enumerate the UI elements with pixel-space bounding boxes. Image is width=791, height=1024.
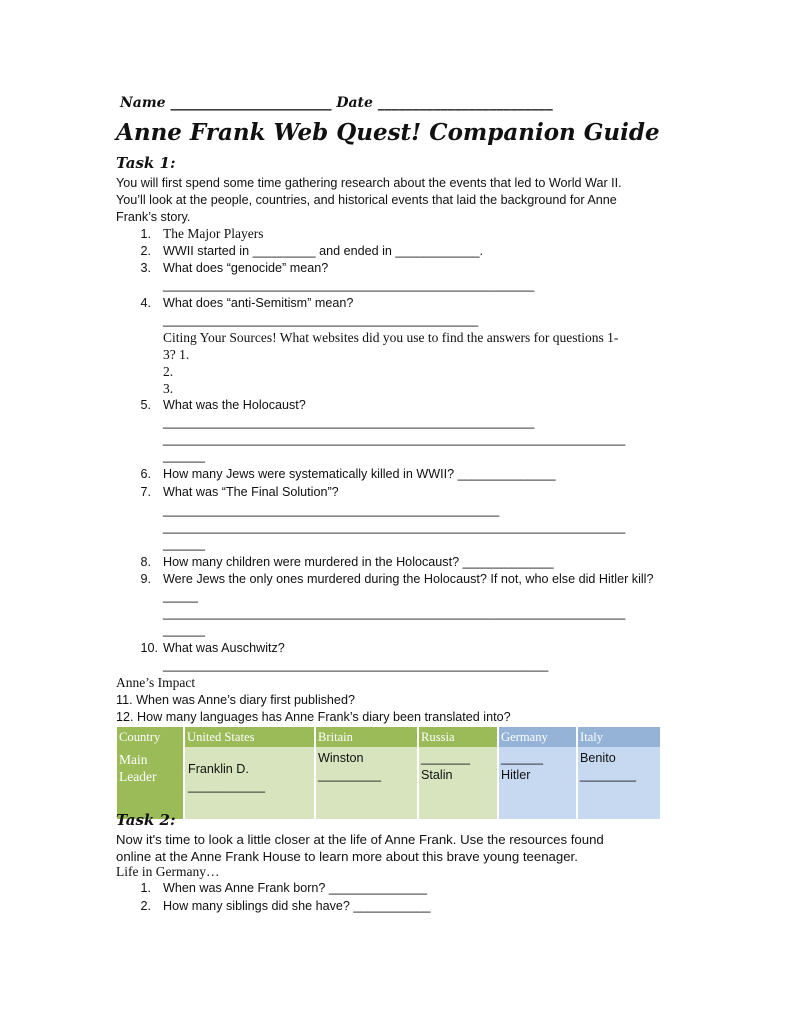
task2-subheading: Life in Germany…	[116, 864, 220, 879]
task1-intro-line-3: Frank’s story.	[116, 210, 191, 224]
q4-number: 4.	[140, 296, 151, 310]
cell-russia[interactable]	[417, 747, 497, 819]
us-leader-blank: ___________	[188, 779, 266, 793]
britain-leader-blank: _________	[318, 768, 382, 782]
q9-text: Were Jews the only ones murdered during the Holocaust? If not, who else did Hitler kill?	[163, 572, 654, 586]
task2-q2-text: How many siblings did she have? ___________	[163, 899, 431, 913]
page-title: Anne Frank Web Quest! Companion Guide	[116, 119, 660, 146]
q10-answer-line[interactable]: _______________________________________________________	[163, 658, 549, 672]
germany-leader-blank: ______	[501, 751, 544, 765]
q10-number: 10.	[140, 641, 158, 655]
task2-intro-line-1: Now it's time to look a little closer at the life of Anne Frank. Use the resources found	[116, 832, 604, 847]
q5-number: 5.	[140, 398, 151, 412]
task2-q2-number: 2.	[140, 899, 151, 913]
q5-answer-line-1[interactable]: _____________________________________________________	[163, 415, 535, 429]
italy-leader-blank: ________	[580, 768, 637, 782]
table-header-row	[117, 727, 660, 747]
q7-answer-line-3[interactable]: ______	[163, 537, 206, 551]
leaders-table	[117, 727, 660, 819]
citing-sources-line-1: Citing Your Sources! What websites did you use to find the answers for questions 1-	[163, 330, 619, 345]
task2-heading: Task 2:	[116, 811, 176, 829]
q7-number: 7.	[140, 485, 151, 499]
q3-number: 3.	[140, 261, 151, 275]
us-leader-text: Franklin D.	[188, 762, 249, 776]
task1-intro-line-2: You’ll look at the people, countries, and historical events that laid the background for Anne	[116, 193, 617, 207]
task1-intro-line-1: You will first spend some time gathering research about the events that led to World War II.	[116, 176, 622, 190]
q6-text: How many Jews were systematically killed in WWII? ______________	[163, 467, 556, 481]
q7-text: What was “The Final Solution”?	[163, 485, 339, 499]
q1-text: The Major Players	[163, 226, 264, 241]
italy-leader-text: Benito	[580, 751, 616, 765]
q3-answer-line[interactable]: _____________________________________________________	[163, 278, 535, 292]
q9-answer-line-3[interactable]: ______	[163, 623, 206, 637]
q5-text: What was the Holocaust?	[163, 398, 306, 412]
cell-united-states[interactable]	[183, 747, 314, 819]
header-britain: Britain	[314, 727, 417, 747]
q9-answer-line-1[interactable]: _____	[163, 589, 199, 603]
task2-intro-line-2: online at the Anne Frank House to learn more about this brave young teenager.	[116, 849, 578, 864]
header-united-states: United States	[183, 727, 314, 747]
citing-sources-3: 3.	[163, 381, 174, 396]
row-label-main-leader: Main Leader	[117, 747, 183, 819]
q8-number: 8.	[140, 555, 151, 569]
name-date-line: Name _______________________ Date _________________________	[120, 95, 553, 111]
q2-text: WWII started in _________ and ended in ____________.	[163, 244, 483, 258]
impact-heading: Anne’s Impact	[116, 675, 196, 690]
britain-leader-text: Winston	[318, 751, 364, 765]
cell-germany[interactable]	[497, 747, 576, 819]
citing-sources-2: 2.	[163, 364, 174, 379]
header-country: Country	[117, 727, 183, 747]
task1-heading: Task 1:	[116, 154, 176, 172]
q9-answer-line-2[interactable]: __________________________________________________________________	[163, 606, 626, 620]
russia-leader-blank: _______	[421, 751, 471, 765]
germany-leader-text: Hitler	[501, 768, 531, 782]
q6-number: 6.	[140, 467, 151, 481]
header-russia: Russia	[417, 727, 497, 747]
cell-britain[interactable]	[314, 747, 417, 819]
cell-italy[interactable]	[576, 747, 660, 819]
q7-answer-line-2[interactable]: __________________________________________________________________	[163, 520, 626, 534]
q1-number: 1.	[140, 227, 151, 241]
citing-sources-line-2: 3? 1.	[163, 347, 190, 362]
q3-text: What does “genocide” mean?	[163, 261, 329, 275]
q11-text: 11. When was Anne’s diary first published?	[116, 693, 355, 707]
table-row	[117, 747, 660, 819]
q5-answer-line-2[interactable]: __________________________________________________________________	[163, 432, 626, 446]
russia-leader-text: Stalin	[421, 768, 453, 782]
task2-q1-number: 1.	[140, 881, 151, 895]
header-italy: Italy	[576, 727, 660, 747]
q8-text: How many children were murdered in the Holocaust? _____________	[163, 555, 554, 569]
q10-text: What was Auschwitz?	[163, 641, 285, 655]
q7-answer-line-1[interactable]: ________________________________________________	[163, 503, 500, 517]
q4-answer-line[interactable]: _____________________________________________	[163, 313, 479, 327]
q2-number: 2.	[140, 244, 151, 258]
q9-number: 9.	[140, 572, 151, 586]
task2-q1-text: When was Anne Frank born? ______________	[163, 881, 427, 895]
header-germany: Germany	[497, 727, 576, 747]
q5-answer-line-3[interactable]: ______	[163, 449, 206, 463]
q4-text: What does “anti-Semitism” mean?	[163, 296, 354, 310]
q12-text: 12. How many languages has Anne Frank’s diary been translated into?	[116, 710, 511, 724]
